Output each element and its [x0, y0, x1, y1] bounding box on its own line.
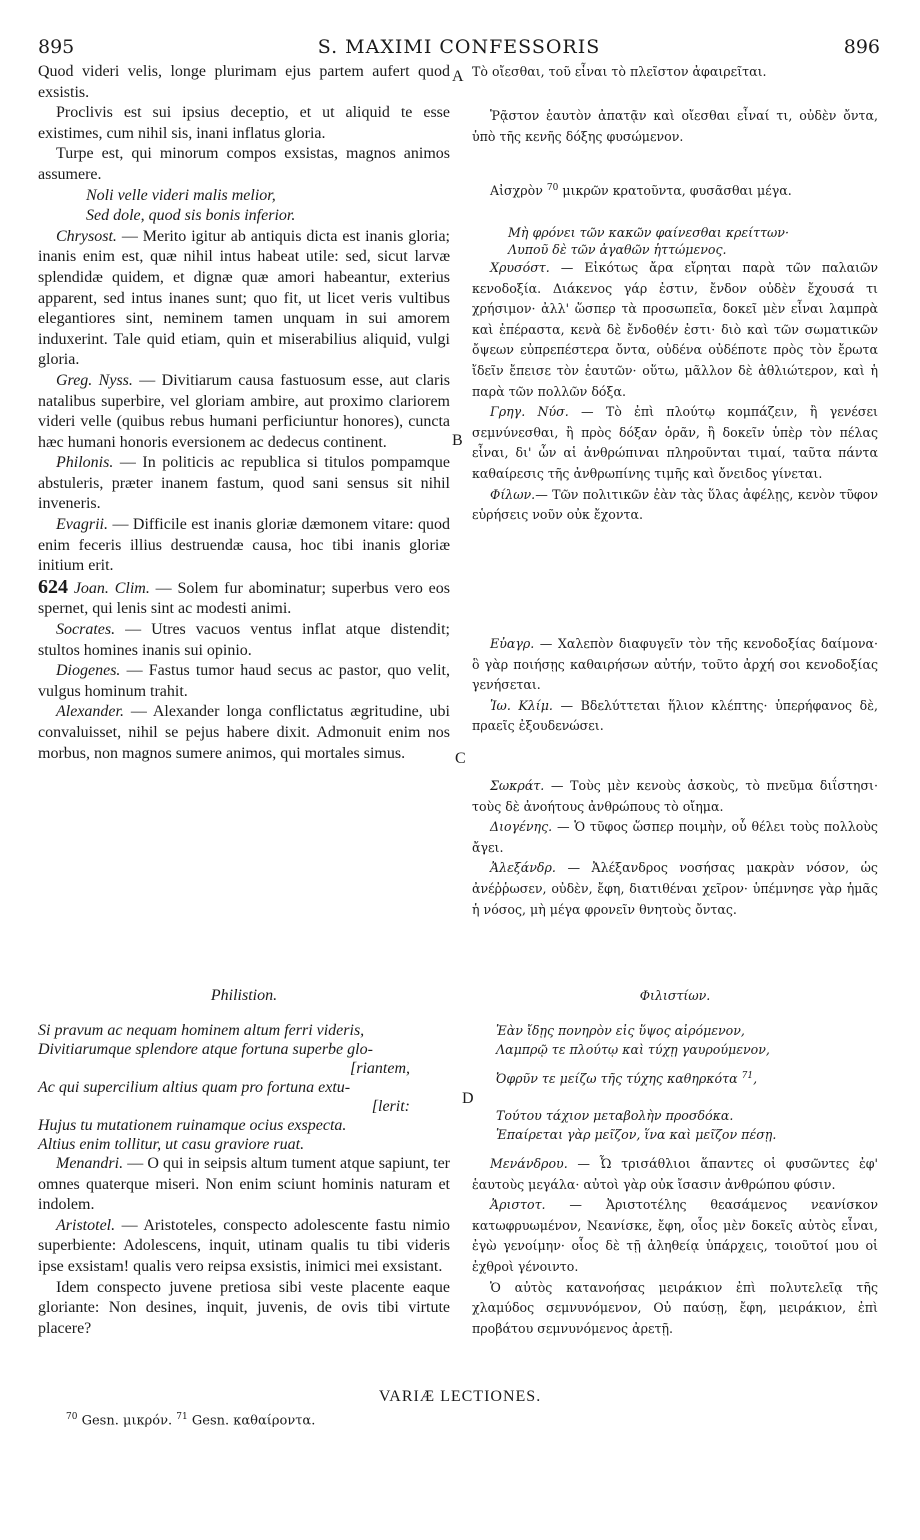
greek-block-6	[472, 776, 878, 920]
latin-paragraph: Quod videri velis, longe plurimam ejus partem aufert quod exsistis.	[38, 63, 450, 101]
verse-line-turnover: [lerit:	[371, 1097, 410, 1115]
greek-text: — Τοὺς μὲν κενοὺς ἀσκοὺς, τὸ πνεῦμα διΐστησι· τοὺς δὲ ἀνοήτους ἀνθρώπους τὸ οἴημα.	[472, 778, 878, 814]
latin-paragraph: Turpe est, qui minorum compos exsistas, magnos animos assumere.	[38, 145, 450, 183]
author-label: Μενάνδρου.	[490, 1156, 568, 1171]
latin-text: — Merito igitur ab antiquis dicta est inanis gloria; inanis enim est, quæ nihil intus habeat utile: sed, sicut larvæ splendidæ quidem, et dignæ quæ amori habeantur, exterius apparent, sed intus inanes sunt; quo fit, ut licet veris vultibus elegantiores sint, neminem tamen unquam in sui amorem induxerint. Tale quid etiam, quin et miserabilius aliquid, vulgi gloria.	[38, 227, 450, 369]
verse-line: Μὴ φρόνει τῶν κακῶν φαίνεσθαι κρείττων·	[508, 225, 789, 240]
latin-text: — Alexander longa conflictatus ægritudine, ubi convaluisset, nihil se pejus habere dixit. Admonuit enim nos morbus, non magnos sumere animos, qui mortales simus.	[38, 703, 450, 762]
verse-line: Ἐπαίρεται γὰρ μεῖζον, ἵνα καὶ μεῖζον πέσῃ.	[496, 1126, 777, 1142]
verse-line: Λαμπρῷ τε πλούτῳ καὶ τύχῃ γαυρούμενον,	[496, 1041, 770, 1057]
greek-text: — Ὁ τῦφος ὥσπερ ποιμὴν, οὗ θέλει τοὺς πολλοὺς ἄγει.	[472, 819, 878, 855]
verse-line: Sed dole, quod sis bonis inferior.	[86, 207, 296, 225]
author-label: Ἀλεξάνδρ.	[490, 860, 556, 876]
verse-line: Τούτου τάχιον μεταβολὴν προσδόκα.	[496, 1107, 734, 1123]
author-label: Ἀριστοτ.	[490, 1197, 546, 1213]
latin-text: — O qui in seipsis altum tument atque sapiunt, ter omnes quaterque miseri. Non enim sciunt hominis naturam et indolem.	[38, 1155, 450, 1214]
margin-mark-b: B	[452, 432, 463, 449]
author-label: Γρηγ. Νύσ.	[490, 404, 569, 420]
latin-block-3	[38, 1154, 450, 1339]
greek-block-philistion	[472, 986, 878, 1144]
greek-paragraph	[472, 258, 878, 402]
footnote-number: 71	[176, 1412, 188, 1422]
greek-block-2	[472, 106, 878, 147]
latin-paragraph: Proclivis est sui ipsius deceptio, et ut aliquid te esse existimes, cum nihil sis, inani inflatus gloria.	[38, 104, 450, 142]
author-label: Philonis.	[56, 454, 114, 472]
greek-block-3	[472, 178, 878, 202]
author-label: Ἰω. Κλίμ.	[490, 697, 553, 713]
greek-text: μικρῶν κρατοῦντα, φυσᾶσθαι μέγα.	[558, 183, 792, 199]
greek-block-4	[472, 224, 878, 526]
running-header	[38, 36, 880, 64]
footnote-text: Gesn. καθαίροντα.	[187, 1413, 316, 1429]
latin-text: — Difficile est inanis gloriæ dæmonem vitare: quod enim feceris illius destruendæ causa, hoc tibi inanis gloriæ initium erit.	[38, 516, 450, 575]
footnote-text: Gesn. μικρόν.	[77, 1413, 177, 1429]
author-label: Diogenes.	[56, 662, 121, 680]
latin-paragraph	[38, 620, 450, 661]
greek-paragraph	[472, 178, 878, 202]
greek-paragraph	[472, 634, 878, 696]
verse-line: Ac qui supercilium altius quam pro fortuna extu-	[38, 1078, 351, 1096]
latin-verse	[38, 1021, 450, 1154]
greek-text: — Τὸ ἐπὶ πλούτῳ κομπάζειν, ἢ γενέσει σεμνύνεσθαι, ἢ πρὸς δόξαν ὁρᾶν, ἢ δοκεῖν ὑπὲρ τὸν πέλας εἶναι, δι' ὧν αἱ ἀνθρώπιναι πληροῦνται τιμαί, ταῦτα πάντα καθαίρεσις τῆς ἀνθρωπίνης τιμῆς καὶ ὄνειδος γίνεται.	[472, 404, 878, 481]
latin-paragraph	[38, 1216, 450, 1278]
greek-text: — Χαλεπὸν διαφυγεῖν τὸν τῆς κενοδοξίας δαίμονα· ὃ γὰρ ποιήσῃς καθαιρήσων αὐτήν, τοῦτο ἀρχή σοι κενοδοξίας γενήσεται.	[472, 636, 878, 693]
verse-line: Λυποῦ δὲ τῶν ἀγαθῶν ἡττώμενος.	[508, 242, 727, 257]
author-label: Φίλων.	[490, 486, 536, 502]
author-label: Chrysost.	[56, 227, 117, 245]
footnote-ref: 70	[546, 183, 559, 193]
greek-paragraph	[472, 1195, 878, 1277]
verse-line: Ἐὰν ἴδῃς πονηρὸν εἰς ὕψος αἰρόμενον,	[496, 1022, 745, 1038]
page-number-right: 896	[843, 36, 880, 58]
greek-text: — Τῶν πολιτικῶν ἐὰν τὰς ὕλας ἀφέλῃς, κενὸν τῦφον εὑρήσεις νοῦν οὐκ ἔχοντα.	[472, 486, 878, 523]
latin-block-philistion	[38, 986, 450, 1154]
latin-text: — Divitiarum causa fastuosum esse, aut claris natalibus superbire, vel gloriam ambire, aut proximo clariorem videri velle (quibus rebus humani perficiuntur honores), cuncta hæc humani honoris eversionem ac dedecus continent.	[38, 371, 450, 451]
greek-paragraph	[472, 817, 878, 858]
greek-text: — Ἀριστοτέλης θεασάμενος νεανίσκον κατωφρυωμένον, Νεανίσκε, ἔφη, οἷος μὲν δοκεῖς αὐτὸς εἶναι, ἐγὼ γενοίμην· οἷος δὲ τῇ ἀληθείᾳ ὑπάρχεις, τοιοῦτοί μου οἱ ἐχθροὶ γένοιντο.	[472, 1197, 878, 1274]
verse-line: Si pravum ac nequam hominem altum ferri videris,	[38, 1021, 365, 1039]
author-label: Χρυσόστ.	[490, 260, 550, 275]
latin-paragraph	[38, 515, 450, 577]
latin-paragraph	[38, 1154, 450, 1216]
margin-mark-d: D	[462, 1090, 474, 1107]
latin-text: — Solem fur abominatur; superbus vero eos spernet, qui lenis sint ac modesti animi.	[38, 579, 451, 618]
greek-paragraph	[472, 858, 878, 920]
greek-paragraph	[472, 402, 878, 484]
author-label: Menandri.	[56, 1155, 124, 1172]
author-label: Evagrii.	[56, 516, 108, 534]
greek-verse	[472, 1021, 878, 1144]
greek-text: — Ὦ τρισάθλιοι ἅπαντες οἱ φυσῶντες ἐφ' ἑαυτοὺς μεγάλα· αὐτοὶ γὰρ οὐκ ἴσασιν ἀνθρώπου φύσιν.	[472, 1156, 878, 1192]
latin-paragraph	[38, 577, 450, 620]
page-number-left: 895	[38, 36, 75, 58]
margin-mark-a: A	[452, 68, 464, 85]
verse-line: Divitiarumque splendore atque fortuna superbe glo-	[38, 1040, 373, 1058]
greek-block-1	[472, 62, 878, 83]
latin-paragraph: Idem conspecto juvene pretiosa sibi veste placente eaque gloriante: Non desines, inquit, juvenis, de ovis tibi virtute placere?	[38, 1278, 450, 1337]
author-label: Greg. Nyss.	[56, 371, 133, 389]
verse-line	[496, 1067, 878, 1088]
greek-text: — Βδελύττεται ἥλιον κλέπτης· ὑπερήφανος δὲ, πραεῖς ἐξουδενώσει.	[472, 697, 878, 734]
section-heading: Philistion.	[210, 987, 278, 1004]
latin-paragraph	[38, 371, 450, 453]
greek-paragraph	[472, 1154, 878, 1195]
author-label: Socrates.	[56, 621, 116, 639]
greek-paragraph: Ὁ αὐτὸς κατανοήσας μειράκιον ἐπὶ πολυτελεῖᾳ τῆς χλαμύδος σεμνυνόμενον, Οὐ παύσῃ, ἔφη, μειράκιον, ἐπὶ προβάτου σεμνυνόμενος ἀρετῇ.	[472, 1279, 878, 1336]
column-number: 624	[38, 575, 68, 598]
section-heading: Φιλιστίων.	[639, 988, 711, 1003]
latin-verse	[38, 186, 450, 227]
greek-text: — Εἰκότως ἄρα εἴρηται παρὰ τῶν παλαιῶν κενοδοξία. Διάκενος γάρ ἐστιν, ἔνδον οὐδὲν ἔχουσά τι χρήσιμον· ἀλλ' ὥσπερ τὰ προσωπεῖα, δοκεῖ μὲν εἶναι λαμπρὰ καὶ ἐπέραστα, κενὰ δὲ ἔνδοθέν ἐστι· διὸ καὶ τῶν σωματικῶν ὄψεων εὐπρεπέστερα ὄντα, οὐδένα οὐδέποτε πρὸς τὸν ἔρωτα ἴδεῖν ἔπεισε τὸν ἑαυτῶν· οὕτω, μᾶλλον δὲ ἀθλιώτερον, καὶ ἡ παρὰ τῶν πολλῶν δόξα.	[472, 260, 878, 399]
author-label: Aristotel.	[56, 1216, 116, 1234]
greek-paragraph: Ῥᾷστον ἑαυτὸν ἀπατᾷν καὶ οἴεσθαι εἶναί τι, οὐδὲν ὄντα, ὑπὸ τῆς κενῆς δόξης φυσώμενον.	[472, 108, 878, 144]
greek-paragraph	[472, 485, 878, 526]
greek-verse	[472, 224, 878, 258]
greek-paragraph	[472, 776, 878, 817]
greek-paragraph: Τὸ οἴεσθαι, τοῦ εἶναι τὸ πλεῖστον ἀφαιρεῖται.	[472, 64, 767, 79]
footnote-line	[66, 1412, 315, 1428]
verse-line: Noli velle videri malis melior,	[86, 186, 276, 204]
greek-text: — Ἀλέξανδρος νοσήσας μακρὰν νόσον, ὡς ἀνέῤῥωσεν, οὐδὲν, ἔφη, διατιθέναι χεῖρον· ὑπέμνησε γὰρ ἡμᾶς ἡ νόσος, μὴ μέγα φρονεῖν θνητοὺς ὄντας.	[472, 860, 878, 917]
greek-block-5	[472, 634, 878, 737]
verse-text: Ὀφρῦν τε μείζω τῆς τύχης καθηρκότα	[496, 1070, 742, 1086]
author-label: Εὐαγρ.	[490, 636, 535, 651]
latin-text: — In politicis ac republica si titulos pompamque abstuleris, præter inanem fastum, quod sani sensus sit nihil inveneris.	[38, 454, 450, 513]
running-title: S. MAXIMI CONFESSORIS	[317, 36, 601, 58]
verse-line: Hujus tu mutationem ruinamque ocius exspecta.	[38, 1116, 347, 1134]
latin-paragraph	[38, 702, 450, 764]
latin-text: — Aristoteles, conspecto adolescente fastu nimio superbiente: Adolescens, inquit, utinam qualis tu tibi videris ipse exsistam! qualis vero reipsa exsistis, inimici mei exsistant.	[38, 1216, 450, 1275]
verse-line: Altius enim tollitur, ut casu graviore ruat.	[38, 1135, 305, 1153]
author-label: Alexander.	[56, 703, 124, 721]
latin-paragraph	[38, 661, 450, 702]
verse-text: ,	[753, 1070, 758, 1086]
variae-lectiones-heading: VARIÆ LECTIONES.	[378, 1388, 542, 1405]
greek-text: Αἰσχρὸν	[490, 183, 547, 199]
margin-mark-c: C	[455, 750, 466, 767]
latin-block-1	[38, 62, 450, 764]
greek-block-7	[472, 1154, 878, 1339]
author-label: Διογένης.	[490, 819, 553, 835]
author-label: Joan. Clim.	[73, 579, 150, 597]
latin-text: — Fastus tumor haud secus ac pastor, quo velit, vulgus hominum trahit.	[38, 662, 450, 700]
verse-line-turnover: [riantem,	[350, 1059, 410, 1077]
latin-paragraph	[38, 453, 450, 515]
footnote-number: 70	[66, 1412, 78, 1422]
latin-text: — Utres vacuos ventus inflat atque distendit; stultos homines inanis sui opinio.	[38, 621, 450, 659]
greek-paragraph	[472, 696, 878, 737]
latin-paragraph	[38, 227, 450, 371]
footnote-ref: 71	[741, 1070, 754, 1081]
author-label: Σωκράτ.	[490, 778, 545, 793]
